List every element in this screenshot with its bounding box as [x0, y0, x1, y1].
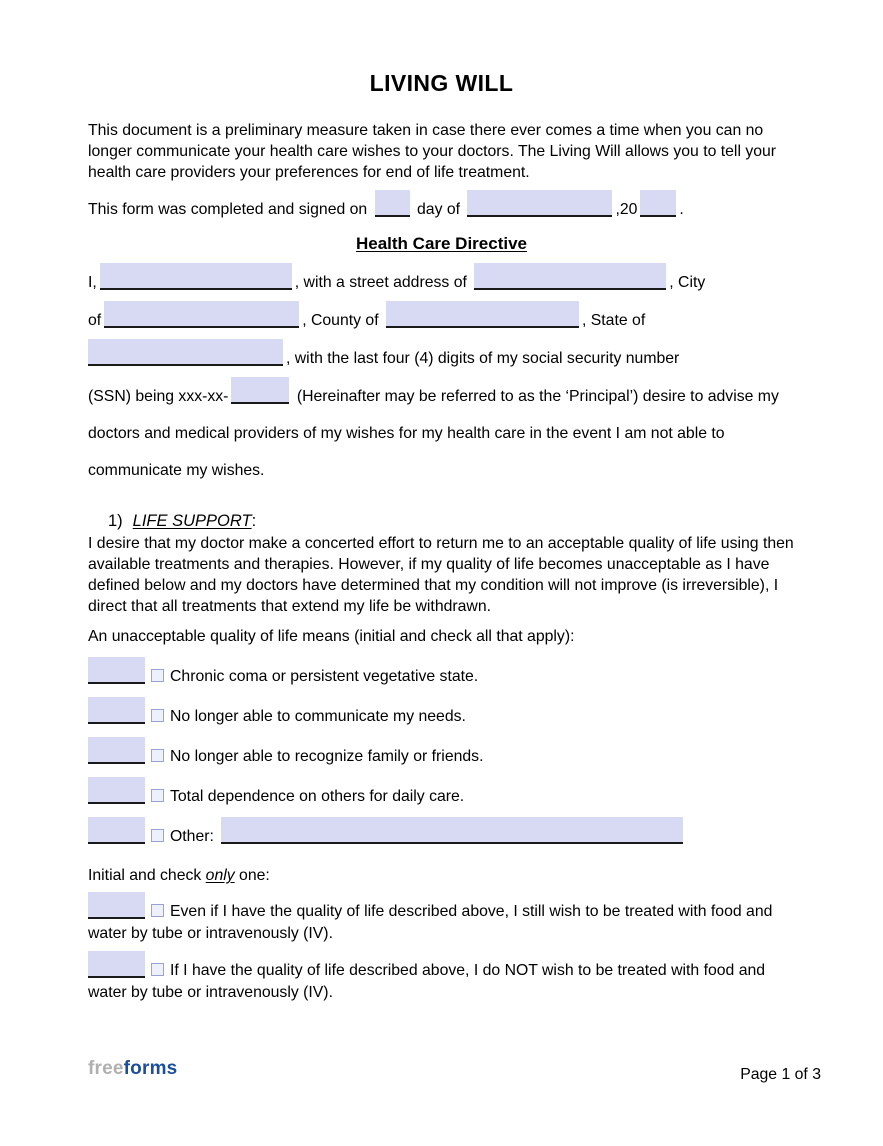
county-field[interactable]	[386, 301, 579, 328]
day-field[interactable]	[375, 190, 410, 217]
only-one-emphasis: only	[205, 867, 235, 884]
initials-field-coma[interactable]	[88, 657, 145, 684]
checkbox-wish-food-water[interactable]	[151, 904, 164, 917]
option-label: Total dependence on others for daily care.	[170, 788, 465, 805]
intro-paragraph: This document is a preliminary measure taken in case there ever comes a time when you can no longer communicate your health care wishes to your doctors. The Living Will allows you to tell your health care providers your preferences for end of life treatment.	[88, 122, 777, 181]
street-address-field[interactable]	[474, 263, 666, 290]
qol-prompt: An unacceptable quality of life means (initial and check all that apply):	[88, 628, 575, 645]
principal-text: of	[88, 312, 102, 329]
only-one-post: one:	[239, 867, 270, 884]
checkbox-chronic-coma[interactable]	[151, 669, 164, 682]
signed-line-day-of: day of	[417, 201, 461, 218]
qol-option-row-other	[88, 817, 795, 850]
initials-field-communicate[interactable]	[88, 697, 145, 724]
initials-field-no-feed[interactable]	[88, 951, 145, 978]
checkbox-recognize-family[interactable]	[151, 749, 164, 762]
qol-option-row	[88, 697, 795, 730]
only-one-pre: Initial and check	[88, 867, 202, 884]
exclusive-option-row	[88, 892, 795, 945]
qol-option-row	[88, 657, 795, 690]
principal-name-field[interactable]	[100, 263, 292, 290]
life-support-heading	[108, 512, 795, 531]
option-label: Even if I have the quality of life described above, I still wish to be treated with food and water by tube or intravenously (IV).	[88, 903, 773, 942]
principal-text: (SSN) being xxx-xx-	[88, 388, 229, 405]
ssn-last4-field[interactable]	[231, 377, 289, 404]
section-title: LIFE SUPPORT	[132, 512, 252, 530]
qol-option-row	[88, 737, 795, 770]
qol-option-list	[88, 657, 795, 850]
section-number: 1)	[108, 512, 123, 530]
year-field[interactable]	[640, 190, 676, 217]
page-number: Page 1 of 3	[740, 1066, 821, 1083]
life-support-body: I desire that my doctor make a concerted effort to return me to an acceptable quality of life using then available treatments and therapies. However, if my quality of life becomes unacceptable as I have defined below and my doctors have determined that my condition will not improve (is irreversible), I direct that all treatments that extend my life be withdrawn.	[88, 535, 794, 615]
option-label: No longer able to recognize family or friends.	[170, 748, 484, 765]
other-label: Other:	[170, 828, 214, 845]
only-one-prompt	[88, 865, 795, 886]
principal-text: communicate my wishes.	[88, 462, 265, 479]
option-label: No longer able to communicate my needs.	[170, 708, 466, 725]
principal-text: , State of	[581, 312, 646, 329]
signed-line-period: .	[679, 201, 684, 218]
section-colon: :	[251, 512, 257, 530]
document-title: LIVING WILL	[369, 70, 514, 96]
initials-field-dependence[interactable]	[88, 777, 145, 804]
health-care-directive-heading: Health Care Directive	[355, 234, 528, 253]
signed-line-prefix: This form was completed and signed on	[88, 201, 368, 218]
principal-text: I,	[88, 274, 97, 291]
principal-text: doctors and medical providers of my wishes for my health care in the event I am not able to	[88, 425, 725, 442]
initials-field-other[interactable]	[88, 817, 145, 844]
principal-text: , with a street address of	[294, 274, 467, 291]
state-field[interactable]	[88, 339, 283, 366]
freeforms-logo	[88, 1058, 177, 1080]
city-field[interactable]	[104, 301, 299, 328]
logo-free-text: free	[88, 1058, 124, 1079]
exclusive-option-row	[88, 951, 795, 1004]
signed-line-year-prefix: ,20	[615, 201, 638, 218]
initials-field-recognize[interactable]	[88, 737, 145, 764]
month-field[interactable]	[467, 190, 612, 217]
qol-option-row	[88, 777, 795, 810]
other-description-field[interactable]	[221, 817, 683, 844]
principal-text: , City	[669, 274, 706, 291]
signed-date-line	[88, 190, 795, 228]
logo-forms-text: forms	[123, 1058, 178, 1079]
checkbox-other[interactable]	[151, 829, 164, 842]
principal-text: , County of	[302, 312, 379, 329]
principal-paragraph	[88, 263, 795, 489]
checkbox-communicate-needs[interactable]	[151, 709, 164, 722]
option-label: Chronic coma or persistent vegetative state.	[170, 668, 479, 685]
checkbox-no-food-water[interactable]	[151, 963, 164, 976]
principal-text: (Hereinafter may be referred to as the ‘Principal’) desire to advise my	[296, 388, 779, 405]
initials-field-feed[interactable]	[88, 892, 145, 919]
principal-text: , with the last four (4) digits of my social security number	[286, 350, 680, 367]
option-label: If I have the quality of life described above, I do NOT wish to be treated with food and water by tube or intravenously (IV).	[88, 962, 766, 1001]
checkbox-total-dependence[interactable]	[151, 789, 164, 802]
